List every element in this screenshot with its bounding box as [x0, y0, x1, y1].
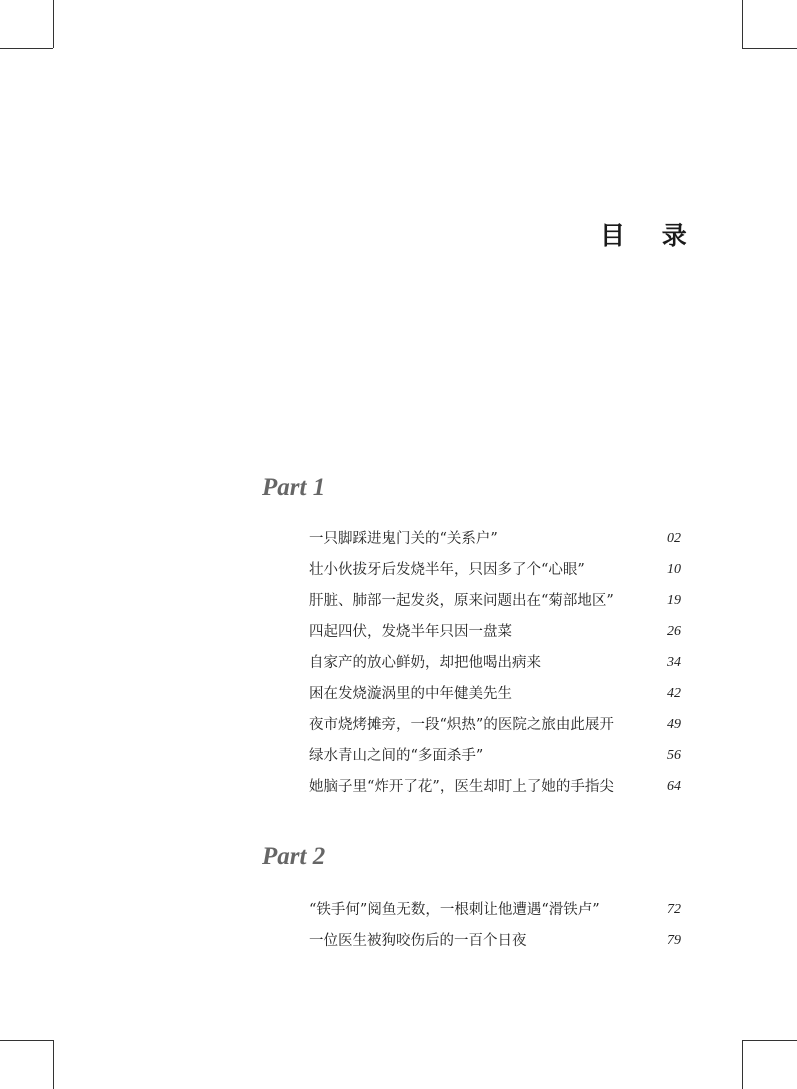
toc-entry-title: 夜市烧烤摊旁，一段“炽热”的医院之旅由此展开 — [309, 717, 614, 733]
toc-entry[interactable] — [309, 592, 681, 623]
crop-mark-bottom-right-vertical — [742, 1040, 743, 1089]
toc-entry[interactable] — [309, 685, 681, 716]
toc-entry[interactable] — [309, 932, 681, 963]
toc-entry-page: 26 — [667, 624, 681, 639]
crop-mark-bottom-right-horizontal — [742, 1040, 797, 1041]
toc-entry[interactable] — [309, 530, 681, 561]
toc-entry-page: 34 — [667, 655, 681, 670]
toc-entry[interactable] — [309, 654, 681, 685]
crop-mark-top-right-horizontal — [742, 48, 797, 49]
toc-title: 目 录 — [600, 221, 701, 250]
part-1-entries — [309, 530, 681, 809]
toc-entry-page: 49 — [667, 717, 681, 732]
crop-mark-top-right-vertical — [742, 0, 743, 48]
toc-entry-title: 一位医生被狗咬伤后的一百个日夜 — [309, 933, 527, 949]
toc-entry-page: 79 — [667, 933, 681, 948]
toc-entry[interactable] — [309, 778, 681, 809]
toc-entry-page: 02 — [667, 531, 681, 546]
toc-entry[interactable] — [309, 623, 681, 654]
toc-entry-title: 一只脚踩进鬼门关的“关系户” — [309, 531, 498, 547]
part-2-entries — [309, 901, 681, 963]
toc-entry[interactable] — [309, 747, 681, 778]
toc-entry-title: 她脑子里“炸开了花”，医生却盯上了她的手指尖 — [309, 779, 614, 795]
toc-entry-page: 56 — [667, 748, 681, 763]
toc-entry-page: 72 — [667, 902, 681, 917]
toc-entry-title: “铁手何”阅鱼无数，一根刺让他遭遇“滑铁卢” — [309, 902, 600, 918]
toc-entry-title: 壮小伙拔牙后发烧半年，只因多了个“心眼” — [309, 562, 585, 578]
crop-mark-bottom-left-horizontal — [0, 1040, 53, 1041]
toc-entry[interactable] — [309, 716, 681, 747]
toc-entry-page: 19 — [667, 593, 681, 608]
crop-mark-top-left-vertical — [53, 0, 54, 48]
toc-entry-title: 四起四伏，发烧半年只因一盘菜 — [309, 624, 512, 640]
part-1-heading: Part 1 — [262, 474, 326, 501]
toc-entry-page: 42 — [667, 686, 681, 701]
toc-entry-title: 自家产的放心鲜奶，却把他喝出病来 — [309, 655, 541, 671]
toc-entry-page: 10 — [667, 562, 681, 577]
toc-entry[interactable] — [309, 561, 681, 592]
toc-entry[interactable] — [309, 901, 681, 932]
crop-mark-bottom-left-vertical — [53, 1040, 54, 1089]
crop-mark-top-left-horizontal — [0, 48, 53, 49]
toc-entry-title: 绿水青山之间的“多面杀手” — [309, 748, 484, 764]
part-2-heading: Part 2 — [262, 843, 326, 870]
toc-entry-title: 困在发烧漩涡里的中年健美先生 — [309, 686, 512, 702]
toc-entry-title: 肝脏、肺部一起发炎，原来问题出在“菊部地区” — [309, 593, 614, 609]
toc-entry-page: 64 — [667, 779, 681, 794]
